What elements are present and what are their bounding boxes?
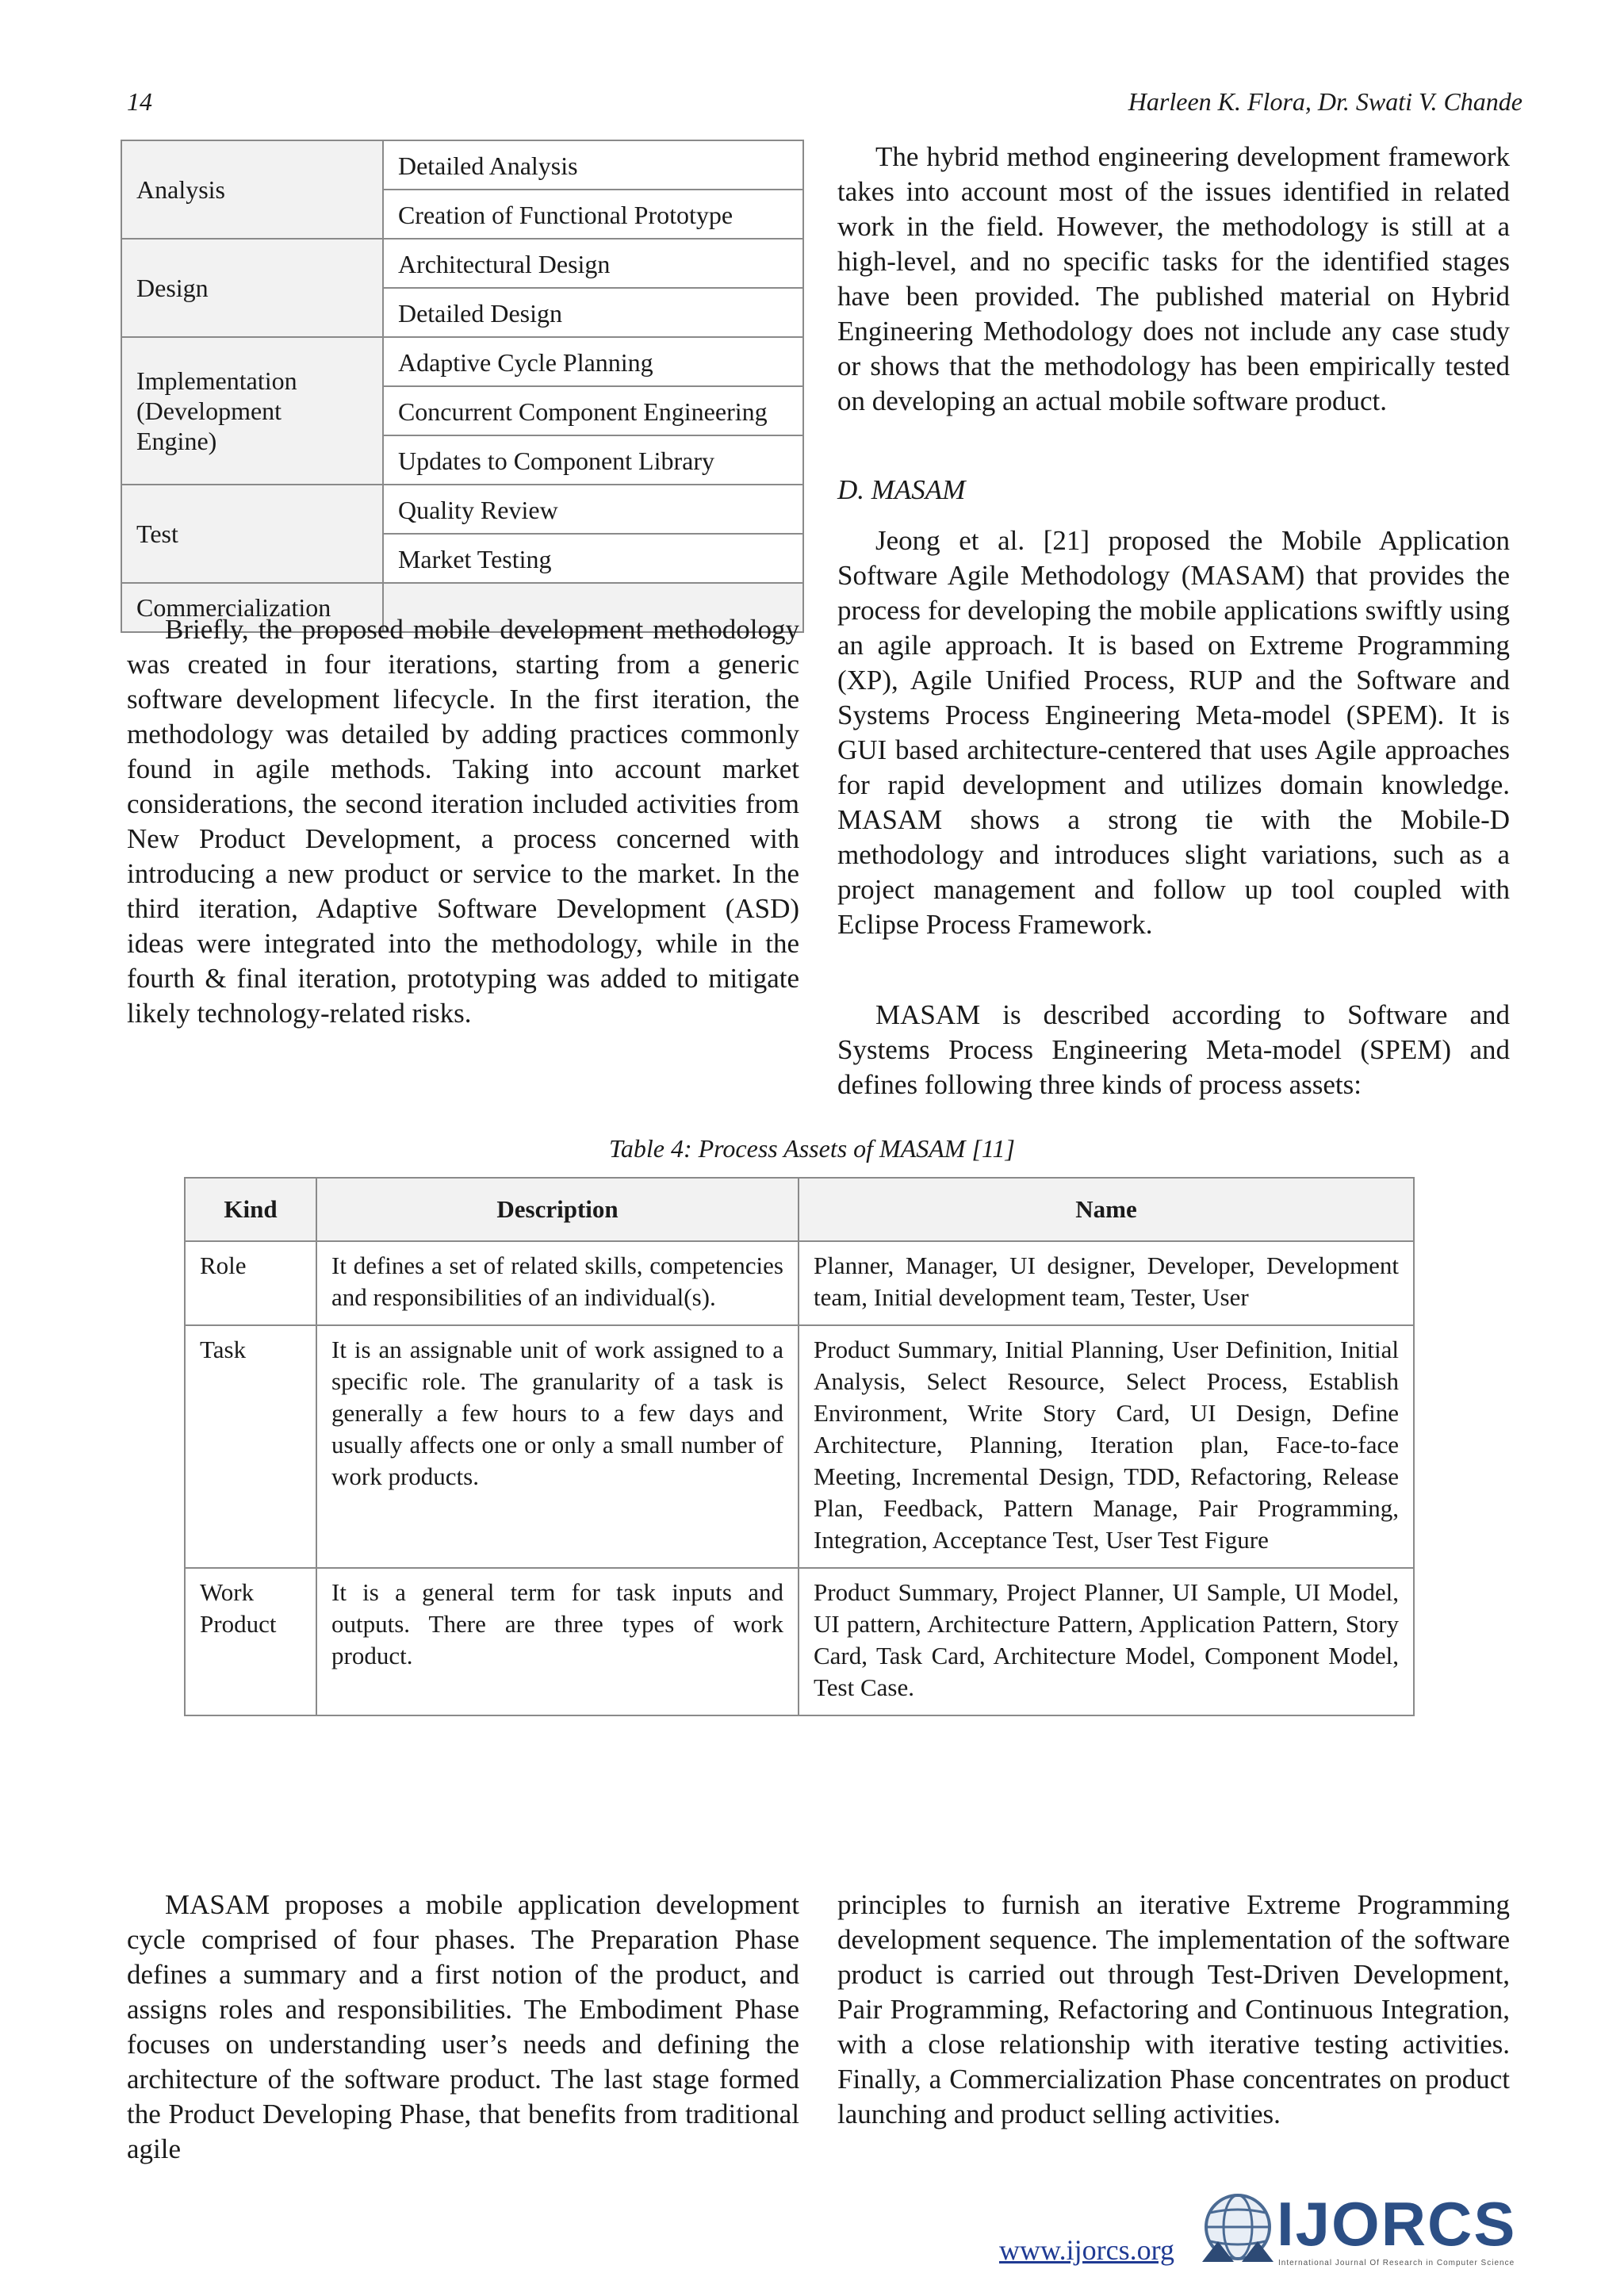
table-row [121, 140, 803, 190]
table-row [121, 239, 803, 288]
globe-icon [1194, 2186, 1281, 2273]
process-assets-table [184, 1177, 1415, 1716]
stage-cell: Commercialization [121, 583, 383, 632]
name-cell: Product Summary, Initial Planning, User Definition, Initial Analysis, Select Resource, Select Process, Establish Environment, Write Story Card, UI Design, Define Architecture, Planning, Iteration plan, Face-to-face Meeting, Incremental Design, TDD, Refactoring, Release Plan, Feedback, Pattern Manage, Pair Programming, Integration, Acceptance Test, User Test Figure [799, 1325, 1414, 1568]
stages-table [121, 140, 804, 633]
logo-wordmark: IJORCS [1277, 2189, 1517, 2259]
kind-cell: Work Product [185, 1568, 316, 1715]
stage-cell: Analysis [121, 140, 383, 239]
table-row [121, 485, 803, 534]
table-row [185, 1325, 1414, 1568]
table-row [185, 1241, 1414, 1325]
activity-cell: Adaptive Cycle Planning [383, 337, 803, 386]
activity-cell: Detailed Design [383, 288, 803, 337]
page-number: 14 [127, 87, 152, 116]
section-heading: D. MASAM [837, 474, 966, 505]
body-paragraph: The hybrid method engineering development framework takes into account most of the issues identified in related work in the field. However, the methodology is still at a high-level, and no specific tasks for the identified stages have been provided. The published material on Hybrid Engineering Methodology does not include any case study or shows that the methodology has been empirically tested on developing an actual mobile software product. [837, 141, 1510, 416]
body-paragraph: Jeong et al. [21] proposed the Mobile Application Software Agile Methodology (MASAM) that provides the process for developing the mobile applications swiftly using an agile approach. It is based on Extreme Programming (XP), Agile Unified Process, RUP and the Software and Systems Process Engineering Meta-model (SPEM). It is GUI based architecture-centered that uses Agile approaches for rapid development and utilizes domain knowledge. MASAM shows a strong tie with the Mobile-D methodology and introduces slight variations, such as a project management and follow up tool coupled with Eclipse Process Framework. [837, 525, 1510, 940]
body-paragraph: Briefly, the proposed mobile development methodology was created in four iterations, starting from a generic software development lifecycle. In the first iteration, the methodology was detailed by adding practices commonly found in agile methods. Taking into account market considerations, the second iteration included activities from New Product Development, a process concerned with introducing a new product or service to the market. In the third iteration, Adaptive Software Development (ASD) ideas were integrated into the methodology, while in the fourth & final iteration, prototyping was added to mitigate likely technology-related risks. [127, 614, 799, 1029]
activity-cell: Quality Review [383, 485, 803, 534]
activity-cell: Market Testing [383, 534, 803, 583]
activity-cell: Creation of Functional Prototype [383, 190, 803, 239]
running-header-authors: Harleen K. Flora, Dr. Swati V. Chande [1128, 87, 1522, 116]
column-header: Description [316, 1178, 799, 1241]
body-paragraph: MASAM is described according to Software and Systems Process Engineering Meta-model (SPEM) and defines following three kinds of process assets: [837, 999, 1510, 1100]
table-header-row [185, 1178, 1414, 1241]
body-paragraph: MASAM proposes a mobile application development cycle comprised of four phases. The Preparation Phase defines a summary and a first notion of the product, and assigns roles and responsibilities. The Embodiment Phase focuses on understanding user’s needs and defining the architecture of the software product. The last stage formed the Product Developing Phase, that benefits from traditional agile [127, 1889, 799, 2164]
stage-cell: Test [121, 485, 383, 583]
activity-cell: Concurrent Component Engineering [383, 386, 803, 435]
table-caption: Table 4: Process Assets of MASAM [11] [609, 1134, 1015, 1163]
name-cell: Planner, Manager, UI designer, Developer, Development team, Initial development team, Tester, User [799, 1241, 1414, 1325]
column-header: Kind [185, 1178, 316, 1241]
kind-cell: Task [185, 1325, 316, 1568]
description-cell: It defines a set of related skills, competencies and responsibilities of an individual(s). [316, 1241, 799, 1325]
description-cell: It is an assignable unit of work assigned to a specific role. The granularity of a task is generally a few hours to a few days and usually affects one or only a small number of work products. [316, 1325, 799, 1568]
description-cell: It is a general term for task inputs and outputs. There are three types of work product. [316, 1568, 799, 1715]
activity-cell: Architectural Design [383, 239, 803, 288]
body-paragraph: principles to furnish an iterative Extreme Programming development sequence. The implementation of the software product is carried out through Test-Driven Development, Pair Programming, Refactoring and Continuous Integration, with a close relationship with iterative testing activities. Finally, a Commercialization Phase concentrates on product launching and product selling activities. [837, 1889, 1510, 2129]
table-row [121, 337, 803, 386]
journal-url-link[interactable]: www.ijorcs.org [999, 2234, 1174, 2266]
ijorcs-logo [1189, 2186, 1522, 2281]
kind-cell: Role [185, 1241, 316, 1325]
stage-cell: Design [121, 239, 383, 337]
column-header: Name [799, 1178, 1414, 1241]
logo-tagline: International Journal Of Research in Computer Science [1278, 2259, 1515, 2267]
activity-cell: Updates to Component Library [383, 435, 803, 485]
stage-cell: Implementation (Development Engine) [121, 337, 383, 485]
table-row [185, 1568, 1414, 1715]
activity-cell: Detailed Analysis [383, 140, 803, 190]
name-cell: Product Summary, Project Planner, UI Sample, UI Model, UI pattern, Architecture Pattern, Application Pattern, Story Card, Task Card, Architecture Model, Component Model, Test Case. [799, 1568, 1414, 1715]
